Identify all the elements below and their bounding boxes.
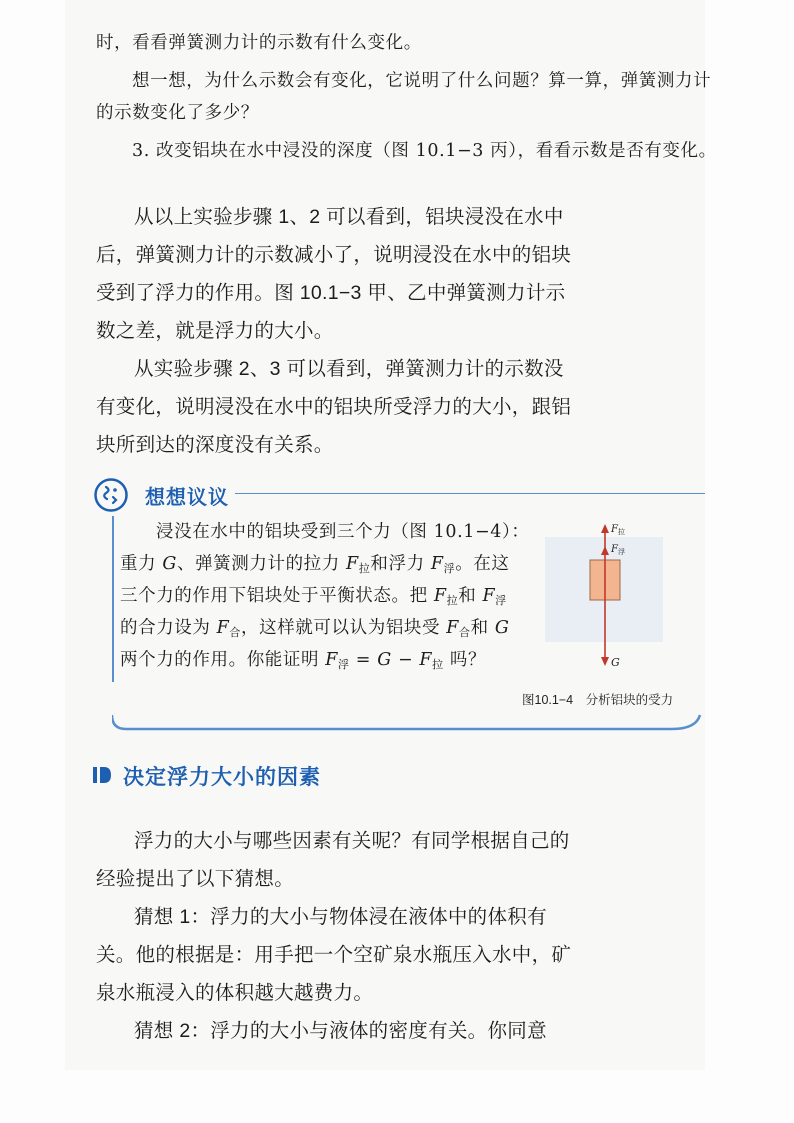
discussion-line: 重力 G、弹簧测力计的拉力 $F_拉$和浮力 $F_浮$。在这	[120, 554, 510, 575]
body-line: 浮力的大小与哪些因素有关呢？有同学根据自己的	[134, 830, 570, 852]
force-diagram	[575, 518, 645, 678]
body-line: 猜想 2：浮力的大小与液体的密度有关。你同意	[134, 1020, 547, 1042]
text-line: 3. 改变铝块在水中浸没的深度（图 10.1−3 丙），看看示数是否有变化。	[132, 141, 717, 161]
body-line: 猜想 1：浮力的大小与物体浸在液体中的体积有	[134, 906, 547, 928]
arrow-up-head-mid	[601, 546, 609, 555]
body-line: 块所到达的深度没有关系。	[96, 434, 334, 456]
body-line: 经验提出了以下猜想。	[96, 868, 295, 890]
discussion-border-left	[112, 516, 114, 682]
section-marker-icon	[92, 765, 112, 785]
body-line: 数之差，就是浮力的大小。	[96, 320, 334, 342]
body-line: 受到了浮力的作用。图 10.1−3 甲、乙中弹簧测力计示	[96, 282, 566, 304]
discussion-title: 想想议议	[145, 487, 229, 509]
body-line: 关。他的根据是：用手把一个空矿泉水瓶压入水中，矿	[96, 944, 572, 966]
text-line: 时，看看弹簧测力计的示数有什么变化。	[96, 33, 422, 53]
discussion-line: 两个力的作用。你能证明 $F_浮 = G - F_拉$ 吗？	[120, 650, 487, 671]
body-line: 后，弹簧测力计的示数减小了，说明浸没在水中的铝块	[96, 244, 572, 266]
label-f-fu: $F_浮$	[611, 544, 625, 556]
arrow-down-head	[601, 657, 609, 666]
body-line: 从以上实验步骤 1、2 可以看到，铝块浸没在水中	[134, 206, 564, 228]
section-title: 决定浮力大小的因素	[123, 766, 321, 789]
discussion-line: 的合力设为 $F_合$，这样就可以认为铝块受 $F_合$和 G	[120, 618, 510, 639]
text-line: 的示数变化了多少？	[96, 103, 259, 123]
discussion-border-bottom	[112, 713, 702, 733]
body-line: 从实验步骤 2、3 可以看到，弹簧测力计的示数没	[134, 358, 564, 380]
arrow-up-head	[601, 524, 609, 533]
discussion-line: 浸没在水中的铝块受到三个力（图 10.1−4）：	[156, 522, 530, 542]
label-f-la: $F_拉$	[611, 524, 625, 536]
discussion-rule	[235, 493, 705, 494]
body-line: 有变化，说明浸没在水中的铝块所受浮力的大小，跟铝	[96, 396, 572, 418]
text-line: 想一想，为什么示数会有变化，它说明了什么问题？算一算，弹簧测力计	[132, 71, 712, 91]
figure-caption: 图10.1−4 分析铝块的受力	[522, 693, 674, 707]
discussion-icon	[93, 477, 129, 513]
body-line: 泉水瓶浸入的体积越大越费力。	[96, 982, 374, 1004]
label-g: G	[611, 656, 620, 669]
discussion-line: 三个力的作用下铝块处于平衡状态。把 $F_拉$和 $F_浮$	[120, 586, 507, 607]
